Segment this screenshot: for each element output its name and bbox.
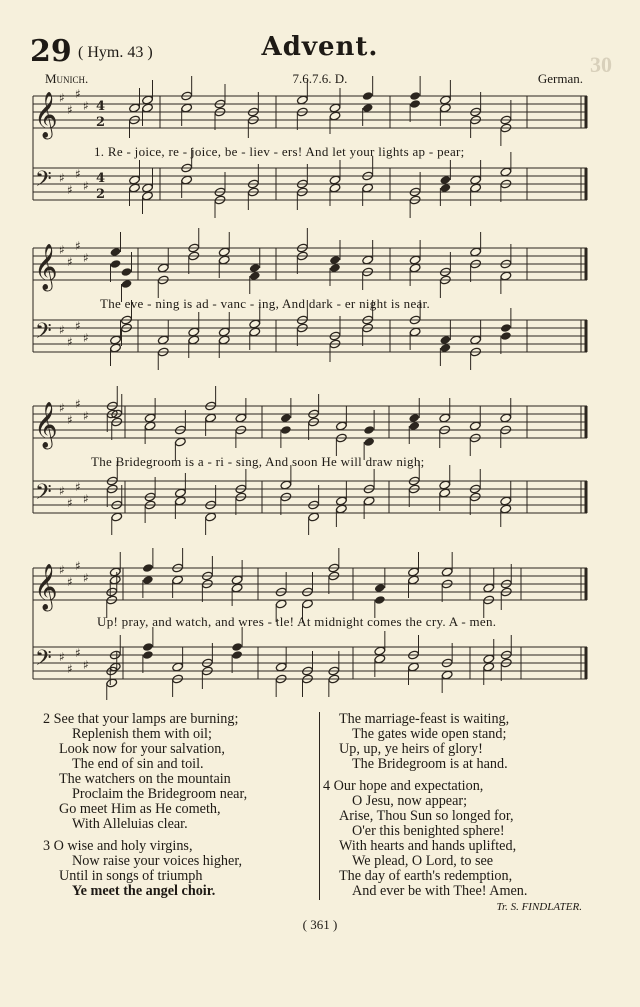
note-head [188,335,200,345]
note-head [440,95,452,105]
note-head [235,413,247,423]
note-head [172,662,184,672]
bass-clef-icon: 𝄢 [35,646,52,676]
note-head [175,488,187,498]
verse-line: Up, up, ye heirs of glory! [339,741,483,757]
hymn-reference: ( Hym. 43 ) [78,44,153,61]
note-head [109,575,121,585]
note-head [439,480,451,490]
note-head [329,175,341,185]
note-head [500,504,512,514]
note-head [409,255,421,265]
note-head [110,343,122,353]
hymn-title: Advent. [261,32,379,62]
sharp-icon: ♯ [59,484,65,498]
note-head [110,335,122,345]
note-head [439,413,451,423]
note-head [218,255,230,265]
sharp-icon: ♯ [75,319,81,333]
note-head [409,327,421,337]
note-head [218,335,230,345]
note-head [175,437,187,447]
sharp-icon: ♯ [75,397,81,411]
sharp-icon: ♯ [75,646,81,660]
verse-line: Replenish them with oil; [72,726,212,742]
treble-clef-icon: 𝄞 [34,244,58,290]
note-head [470,247,482,257]
note-head [440,103,452,113]
note-head [280,413,292,423]
sharp-icon: ♯ [59,401,65,415]
lyric-line-4: Up! pray, and watch, and wres - tle! At midnight comes the cry. A - men. [97,614,497,629]
note-head [483,583,495,593]
note-head [296,95,308,105]
lyric-line-1: 1. Re - joice, re - joice, be - liev - ers! And let your lights ap - pear; [94,144,465,159]
sharp-icon: ♯ [75,559,81,573]
verse-line: O Jesu, now appear; [352,793,468,809]
note-head [280,425,292,435]
note-head [440,183,452,193]
page-number: ( 361 ) [302,917,338,932]
note-head [336,496,348,506]
column-divider [319,712,320,900]
note-head [362,255,374,265]
note-head [275,662,287,672]
note-head [157,263,169,273]
sharp-icon: ♯ [75,167,81,181]
verse-line: O'er this benighted sphere! [352,823,505,839]
note-head [249,263,261,273]
lyric-line-2: The eve - ning is ad - vanc - ing, And dark - er night is near. [100,296,431,311]
tune-name: Munich. [45,71,89,86]
sharp-icon: ♯ [83,251,89,265]
note-head [129,103,141,113]
note-head [470,175,482,185]
time-signature-denominator: 2 [96,187,106,202]
note-head [231,583,243,593]
verse-line: With hearts and hands uplifted, [339,838,517,854]
note-head [408,662,420,672]
verse-column-left [0,712,318,902]
note-head [374,583,386,593]
sharp-icon: ♯ [83,409,89,423]
note-head [142,103,154,113]
verse-line: Now raise your voices higher, [72,853,243,869]
note-head [409,99,421,109]
note-head [280,480,292,490]
note-head [157,335,169,345]
bass-clef-icon: 𝄢 [35,319,52,349]
note-head [106,678,118,688]
note-head [218,327,230,337]
lyric-line-3: The Bridegroom is a - ri - sing, And soon He will draw nigh; [91,454,425,469]
note-head [470,335,482,345]
sharp-icon: ♯ [59,91,65,105]
verse-line: Arise, Thou Sun so longed for, [339,808,514,824]
verse-line: Until in songs of triumph [59,868,203,884]
note-head [363,425,375,435]
note-head [500,323,512,333]
sharp-icon: ♯ [75,480,81,494]
sharp-icon: ♯ [59,563,65,577]
tune-origin: German. [537,71,583,86]
note-head [142,642,154,652]
sharp-icon: ♯ [75,87,81,101]
note-head [249,271,261,281]
verse-line: The Bridegroom is at hand. [352,756,508,772]
note-head [308,512,320,522]
note-head [409,91,421,101]
note-head [374,646,386,656]
note-head [441,567,453,577]
note-head [440,343,452,353]
sharp-icon: ♯ [83,99,89,113]
note-head [144,413,156,423]
verse-line: Go meet Him as He cometh, [59,801,221,817]
note-head [329,263,341,273]
note-head [329,183,341,193]
note-head [441,670,453,680]
sharp-icon: ♯ [83,492,89,506]
note-head [231,642,243,652]
note-head [129,175,141,185]
note-head [249,319,261,329]
note-head [329,255,341,265]
note-head [142,183,154,193]
note-head [110,247,122,257]
tune-meter: 7.6.7.6. D. [292,71,348,86]
note-head [142,563,154,573]
note-head [362,183,374,193]
note-head [483,662,495,672]
verse-line: With Alleluias clear. [72,816,188,832]
note-head [275,599,287,609]
verse-line: 4 Our hope and expectation, [323,778,484,794]
note-head [249,327,261,337]
verse-line: The day of earth's redemption, [339,868,513,884]
time-signature-numerator: 4 [96,171,106,186]
note-head [500,413,512,423]
verse-line: The gates wide open stand; [352,726,507,742]
sharp-icon: ♯ [67,103,73,117]
sharp-icon: ♯ [75,239,81,253]
note-head [205,413,217,423]
note-head [374,654,386,664]
note-head [329,103,341,113]
note-head [111,512,123,522]
note-head [483,654,495,664]
note-head [110,259,122,269]
note-head [302,599,314,609]
verse-line: 3 O wise and holy virgins, [43,838,193,854]
note-head [231,650,243,660]
note-head [172,575,184,585]
note-head [469,421,481,431]
sharp-icon: ♯ [59,243,65,257]
sharp-icon: ♯ [67,662,73,676]
note-head [142,575,154,585]
sharp-icon: ♯ [59,171,65,185]
sharp-icon: ♯ [83,571,89,585]
note-head [142,95,154,105]
note-head [109,567,121,577]
note-head [408,421,420,431]
note-head [362,91,374,101]
note-head [218,247,230,257]
sharp-icon: ♯ [83,179,89,193]
sharp-icon: ♯ [59,650,65,664]
note-head [408,413,420,423]
verse-line: 2 See that your lamps are burning; [43,711,239,727]
sharp-icon: ♯ [67,496,73,510]
note-head [205,512,217,522]
sharp-icon: ♯ [83,658,89,672]
note-head [409,263,421,273]
note-head [142,650,154,660]
sharp-icon: ♯ [67,335,73,349]
note-head [121,267,133,277]
note-head [362,103,374,113]
verse-line: The end of sin and toil. [72,756,204,772]
note-head [439,488,451,498]
note-head [374,595,386,605]
note-head [440,175,452,185]
note-head [408,575,420,585]
note-head [470,183,482,193]
note-head [188,327,200,337]
note-head [440,335,452,345]
note-head [181,175,193,185]
sharp-icon: ♯ [67,575,73,589]
translator-credit: Tr. S. FINDLATER. [496,901,582,913]
verse-line: The marriage-feast is waiting, [339,711,510,727]
verse-column-right [321,712,621,902]
treble-clef-icon: 𝄞 [34,564,58,610]
treble-clef-icon: 𝄞 [34,92,58,138]
note-head [231,575,243,585]
show-through-number: 30 [590,52,612,77]
verse-line: Proclaim the Bridegroom near, [72,786,248,802]
verse-line: The watchers on the mountain [59,771,231,787]
note-head [363,437,375,447]
time-signature-denominator: 2 [96,115,106,130]
hymn-number: 29 [30,34,72,69]
note-head [181,103,193,113]
note-head [336,504,348,514]
note-head [142,191,154,201]
sharp-icon: ♯ [83,331,89,345]
note-head [500,496,512,506]
note-head [363,496,375,506]
note-head [144,421,156,431]
sharp-icon: ♯ [59,323,65,337]
sharp-icon: ♯ [67,183,73,197]
verse-line: And ever be with Thee! Amen. [352,883,528,899]
note-head [500,167,512,177]
sharp-icon: ♯ [67,255,73,269]
verse-line: Ye meet the angel choir. [72,883,216,899]
verse-line: We plead, O Lord, to see [352,853,494,869]
note-head [336,421,348,431]
note-head [408,567,420,577]
verse-line: Look now for your salvation, [59,741,225,757]
note-head [500,271,512,281]
sharp-icon: ♯ [67,413,73,427]
treble-clef-icon: 𝄞 [34,402,58,448]
note-head [500,331,512,341]
note-head [121,279,133,289]
bass-clef-icon: 𝄢 [35,167,52,197]
note-head [175,496,187,506]
note-head [129,183,141,193]
bass-clef-icon: 𝄢 [35,480,52,510]
note-head [329,111,341,121]
time-signature-numerator: 4 [96,99,106,114]
